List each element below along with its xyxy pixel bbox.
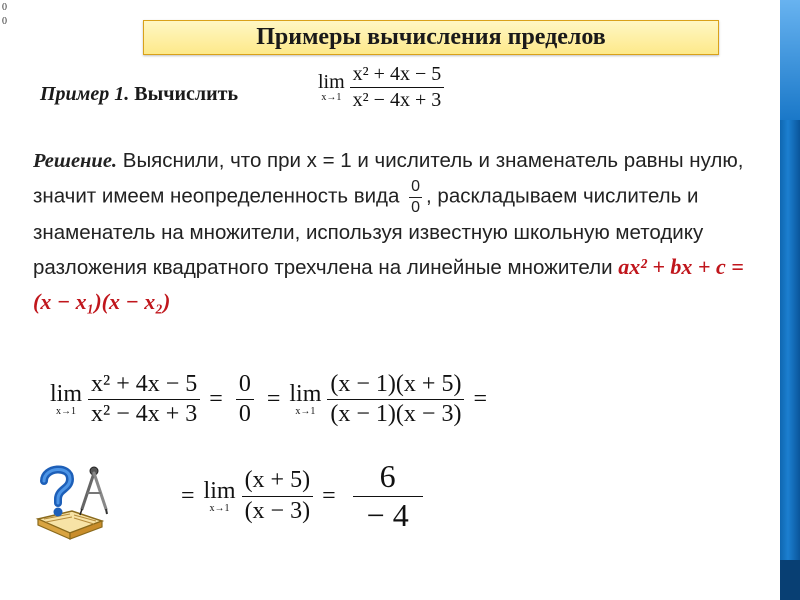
- zero-over-zero: [236, 372, 254, 427]
- calc1-factored-denominator: (x − 1)(x − 3): [327, 399, 464, 427]
- result-fraction: [353, 460, 423, 532]
- calc1-limit: [50, 382, 82, 417]
- example-fraction: [350, 64, 445, 111]
- question-book-compass-icon: [30, 459, 120, 549]
- limit-subscript: x→1: [321, 92, 342, 103]
- result-denominator: − 4: [353, 496, 423, 533]
- side-stripe-bottom: [780, 560, 800, 600]
- example-label: Пример 1.: [40, 83, 130, 105]
- page-title: Примеры вычисления пределов: [256, 24, 606, 50]
- zero-numerator: 0: [238, 371, 251, 397]
- corner-mark-bottom: 0: [2, 16, 7, 27]
- calc1-factored-numerator: (x − 1)(x + 5): [330, 371, 462, 397]
- solution-text-2: , раскладываем числитель и знаменатель на множители, используя известную школьную методику разложения квадратного трехчлена на линейные множители: [33, 184, 704, 280]
- calc-line-1: [50, 372, 490, 427]
- calc1-factored-fraction: [327, 372, 464, 427]
- calc1-limit-2: [289, 382, 321, 417]
- calc-line-2: [178, 460, 423, 532]
- calc2-denominator: (x − 3): [242, 496, 314, 524]
- zero-denominator: 0: [236, 399, 254, 427]
- equals-sign: =: [181, 482, 195, 509]
- example-denominator: x² − 4x + 3: [350, 87, 445, 111]
- solution-text-1: Выяснили, что при х = 1 и числитель и знаменатель равны нулю, значит имеем неопределенность вида: [33, 149, 744, 208]
- equals-sign: =: [266, 386, 281, 413]
- calc1-fraction: [88, 372, 200, 427]
- factorization-formula: ax² + bx + c = (x − x₁)(x − x₂): [33, 254, 744, 315]
- calc2-fraction: [242, 468, 314, 523]
- indeterminate-numerator: 0: [411, 178, 421, 195]
- example-numerator: x² + 4x − 5: [352, 63, 442, 85]
- result-numerator: 6: [379, 458, 396, 494]
- example-formula: [318, 64, 444, 111]
- indeterminate-fraction: [409, 178, 422, 216]
- equals-sign: =: [473, 386, 487, 413]
- corner-mark-top: 0: [2, 2, 7, 13]
- calc1-limit2-subscript: x→1: [295, 406, 316, 418]
- side-stripe-highlight: [780, 0, 800, 120]
- limit-operator: [318, 72, 345, 103]
- title-box: [143, 20, 719, 55]
- calc2-limit-subscript: x→1: [209, 502, 230, 514]
- equals-sign: =: [209, 386, 223, 413]
- calc1-limit-subscript: x→1: [56, 406, 76, 418]
- calc1-denominator: x² − 4x + 3: [88, 399, 200, 427]
- equals-sign: =: [322, 482, 336, 509]
- calc2-limit: [204, 479, 236, 514]
- example-text: Вычислить: [134, 83, 239, 105]
- calc2-limit-word: lim: [203, 477, 236, 504]
- calc1-numerator: x² + 4x − 5: [91, 371, 198, 397]
- example-heading: [40, 83, 238, 106]
- calc1-limit-word: lim: [50, 381, 83, 408]
- solution-paragraph: [33, 144, 745, 320]
- indeterminate-denominator: 0: [411, 198, 421, 216]
- calc2-numerator: (x + 5): [244, 467, 311, 494]
- solution-word: Решение.: [33, 150, 118, 172]
- limit-word: lim: [318, 71, 345, 93]
- calc1-limit2-word: lim: [289, 381, 322, 408]
